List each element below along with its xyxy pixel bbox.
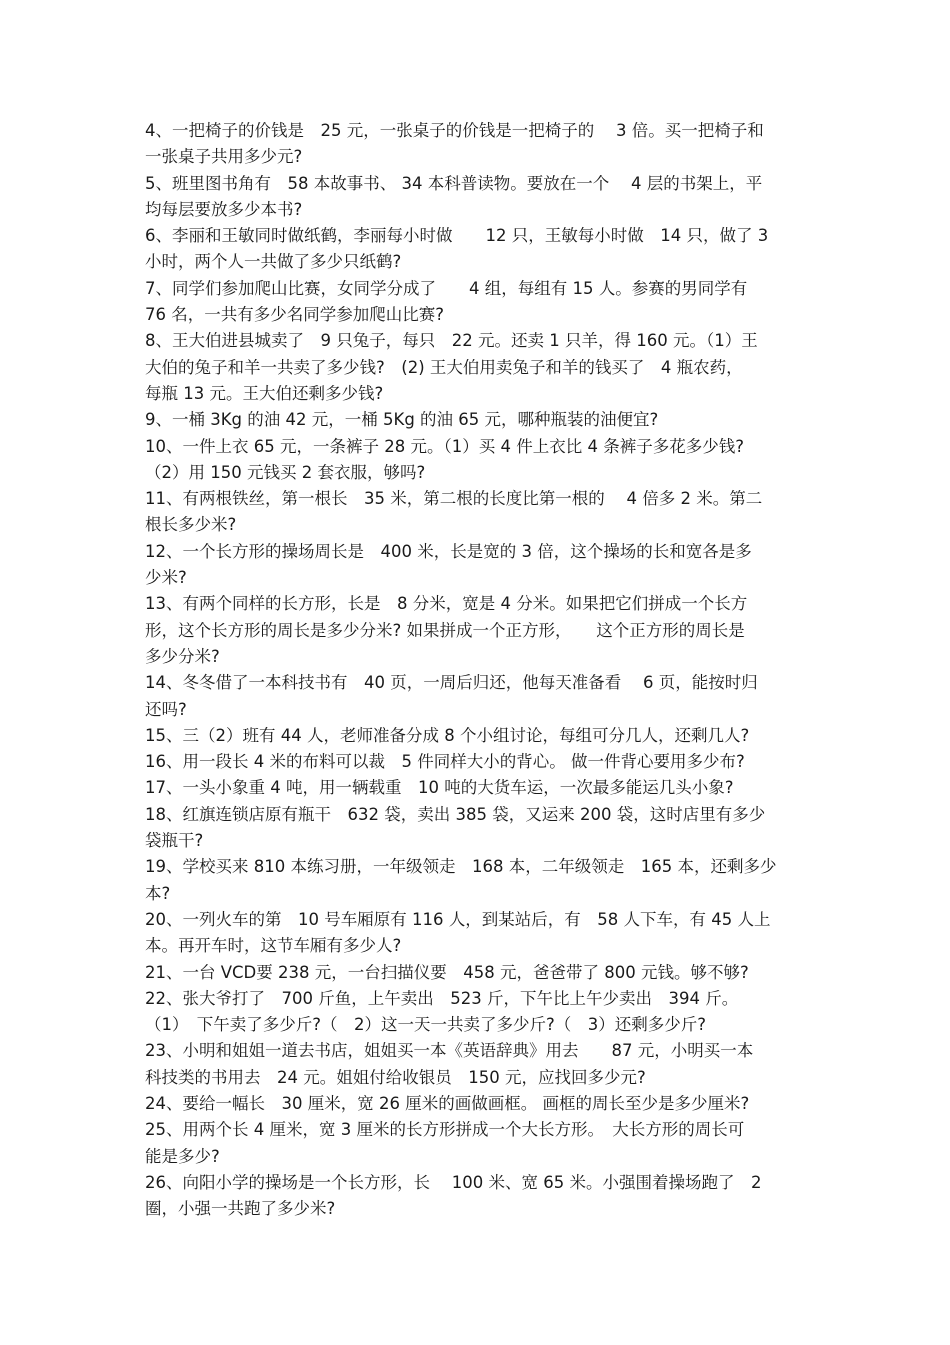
word-problem	[145, 118, 810, 171]
word-problem	[145, 775, 810, 801]
word-problem	[145, 591, 810, 670]
problem-text-line: 5、班里图书角有 58 本故事书、 34 本科普读物。要放在一个 4 层的书架上，平	[145, 173, 763, 193]
word-problem	[145, 1038, 810, 1091]
problem-text-line: 大伯的兔子和羊一共卖了多少钱? (2) 王大伯用卖兔子和羊的钱买了 4 瓶农药，	[145, 357, 743, 377]
word-problem	[145, 986, 810, 1039]
word-problem	[145, 328, 810, 407]
problem-text-line: 14、冬冬借了一本科技书有 40 页，一周后归还，他每天准备看 6 页，能按时归	[145, 673, 758, 693]
problem-text-line: 18、红旗连锁店原有瓶干 632 袋，卖出 385 袋，又运来 200 袋，这时店里有多少	[145, 804, 766, 824]
word-problem	[145, 749, 810, 775]
problem-text-line: 25、用两个长 4 厘米，宽 3 厘米的长方形拼成一个大长方形。 大长方形的周长可	[145, 1120, 745, 1140]
problem-text-line: 23、小明和姐姐一道去书店，姐姐买一本《英语辞典》用去 87 元，小明买一本	[145, 1041, 754, 1061]
word-problem	[145, 723, 810, 749]
word-problem	[145, 407, 810, 433]
problem-text-line: 本。再开车时，这节车厢有多少人?	[145, 936, 402, 956]
problem-text-line: 本?	[145, 883, 171, 903]
problem-text-line: 均每层要放多少本书?	[145, 199, 303, 219]
problem-text-line: 16、用一段长 4 米的布料可以裁 5 件同样大小的背心。 做一件背心要用多少布?	[145, 752, 745, 772]
problem-text-line: 7、同学们参加爬山比赛，女同学分成了 4 组，每组有 15 人。参赛的男同学有	[145, 278, 748, 298]
word-problem	[145, 539, 810, 592]
problem-text-line: 13、有两个同样的长方形，长是 8 分米，宽是 4 分米。如果把它们拼成一个长方	[145, 594, 748, 614]
problem-text-line: （1） 下午卖了多少斤?（ 2）这一天一共卖了多少斤?（ 3）还剩多少斤?	[145, 1015, 707, 1035]
problem-text-line: 袋瓶干?	[145, 831, 204, 851]
problem-text-line: 12、一个长方形的操场周长是 400 米，长是宽的 3 倍，这个操场的长和宽各是多	[145, 541, 752, 561]
problem-text-line: 根长多少米?	[145, 515, 237, 535]
word-problem	[145, 907, 810, 960]
problem-text-line: （2）用 150 元钱买 2 套衣服，够吗?	[145, 462, 426, 482]
problem-text-line: 21、一台 VCD要 238 元，一台扫描仪要 458 元，爸爸带了 800 元钱。够不够?	[145, 962, 749, 982]
problem-text-line: 20、一列火车的第 10 号车厢原有 116 人，到某站后，有 58 人下车，有 45 人上	[145, 909, 771, 929]
word-problem	[145, 486, 810, 539]
problem-text-line: 能是多少?	[145, 1146, 220, 1166]
problem-text-line: 9、一桶 3Kg 的油 42 元，一桶 5Kg 的油 65 元，哪种瓶装的油便宜?	[145, 410, 659, 430]
problem-text-line: 6、李丽和王敏同时做纸鹤，李丽每小时做 12 只，王敏每小时做 14 只，做了 3	[145, 226, 769, 246]
problem-text-line: 11、有两根铁丝，第一根长 35 米，第二根的长度比第一根的 4 倍多 2 米。第二	[145, 489, 763, 509]
problem-text-line: 26、向阳小学的操场是一个长方形，长 100 米、宽 65 米。小强围着操场跑了 2	[145, 1172, 762, 1192]
word-problem	[145, 802, 810, 855]
problem-text-line: 小时，两个人一共做了多少只纸鹤?	[145, 252, 402, 272]
word-problem	[145, 1117, 810, 1170]
word-problem	[145, 1091, 810, 1117]
problem-text-line: 15、三（2）班有 44 人，老师准备分成 8 个小组讨论，每组可分几人，还剩几人?	[145, 725, 750, 745]
problem-list	[145, 118, 810, 1222]
word-problem	[145, 960, 810, 986]
problem-text-line: 4、一把椅子的价钱是 25 元，一张桌子的价钱是一把椅子的 3 倍。买一把椅子和	[145, 121, 764, 140]
problem-text-line: 17、一头小象重 4 吨，用一辆载重 10 吨的大货车运，一次最多能运几头小象?	[145, 778, 734, 798]
problem-text-line: 圈，小强一共跑了多少米?	[145, 1199, 336, 1219]
problem-text-line: 76 名，一共有多少名同学参加爬山比赛?	[145, 305, 444, 325]
problem-text-line: 还吗?	[145, 699, 187, 719]
problem-text-line: 形，这个长方形的周长是多少分米? 如果拼成一个正方形， 这个正方形的周长是	[145, 620, 745, 640]
word-problem	[145, 670, 810, 723]
word-problem	[145, 854, 810, 907]
problem-text-line: 10、一件上衣 65 元，一条裤子 28 元。（1）买 4 件上衣比 4 条裤子多花多少钱?	[145, 436, 744, 456]
word-problem	[145, 434, 810, 487]
problem-text-line: 24、要给一幅长 30 厘米，宽 26 厘米的画做画框。 画框的周长至少是多少厘米?	[145, 1093, 750, 1113]
problem-text-line: 8、王大伯进县城卖了 9 只兔子，每只 22 元。还卖 1 只羊，得 160 元。（1）王	[145, 331, 758, 351]
word-problem	[145, 171, 810, 224]
word-problem	[145, 276, 810, 329]
problem-text-line: 少米?	[145, 568, 187, 588]
word-problem	[145, 1170, 810, 1223]
problem-text-line: 19、学校买来 810 本练习册，一年级领走 168 本，二年级领走 165 本，还剩多少	[145, 857, 777, 877]
problem-text-line: 每瓶 13 元。王大伯还剩多少钱?	[145, 383, 384, 403]
problem-text-line: 一张桌子共用多少元?	[145, 147, 303, 167]
word-problem	[145, 223, 810, 276]
problem-text-line: 多少分米?	[145, 646, 220, 666]
problem-text-line: 22、张大爷打了 700 斤鱼，上午卖出 523 斤，下午比上午少卖出 394 斤。	[145, 988, 739, 1008]
problem-text-line: 科技类的书用去 24 元。姐姐付给收银员 150 元，应找回多少元?	[145, 1067, 646, 1087]
